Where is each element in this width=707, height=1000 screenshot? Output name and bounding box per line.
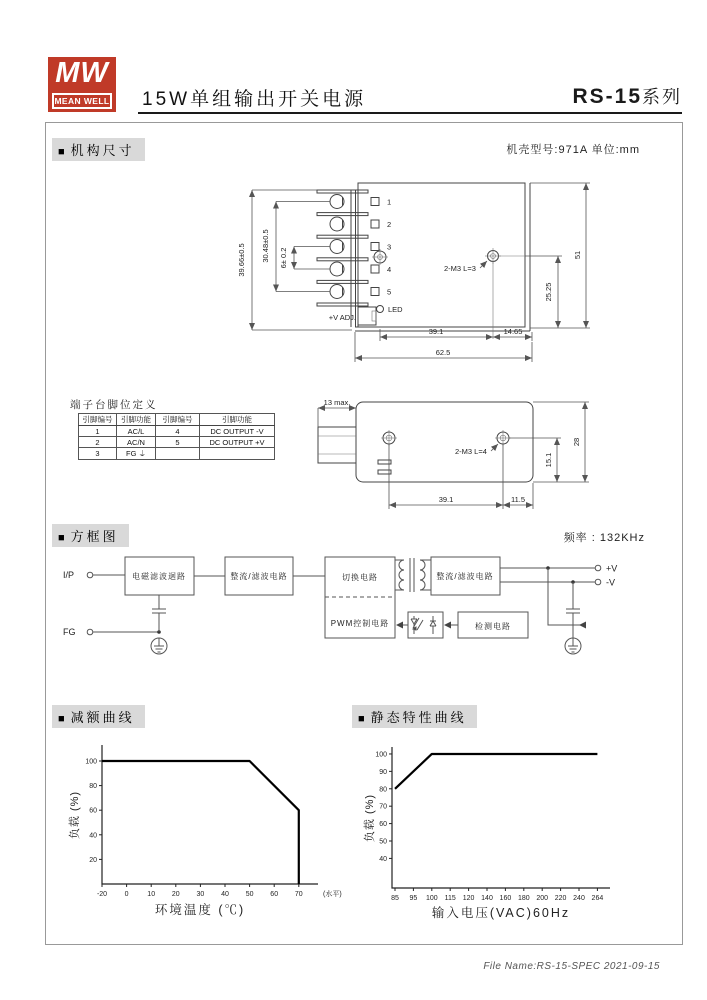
section-marker-icon: ■ <box>58 713 65 725</box>
input-rectifier-label: 整流/滤波电路 <box>230 572 288 581</box>
optocoupler-block <box>408 612 443 638</box>
pin-number-2: 2 <box>387 220 392 229</box>
screw-note-front: 2-M3 L=3 <box>444 264 476 273</box>
dim-pin-span: 30.48±0.5 <box>261 229 270 263</box>
x-tick-label: 100 <box>425 895 438 902</box>
flange-screw-icon <box>372 249 388 265</box>
pin-cell <box>156 448 200 460</box>
section-static-curve <box>352 705 477 728</box>
series-code: RS-15 <box>572 85 642 108</box>
y-tick-label: 20 <box>89 856 97 864</box>
case-model-note: 机壳型号:971A 单位:mm <box>506 144 640 156</box>
led-label: LED <box>388 305 403 314</box>
y-tick-label: 40 <box>379 855 387 863</box>
pin-number-4: 4 <box>387 265 392 274</box>
chart-line <box>395 754 597 789</box>
x-axis-suffix-label: (水平) <box>323 891 342 898</box>
input-terminal-icon <box>87 572 93 578</box>
meanwell-logo <box>48 57 116 112</box>
pin-table-title: 端子台脚位定义 <box>70 399 158 411</box>
logo-meanwell-text: MEAN WELL <box>52 93 112 109</box>
input-terminal-label: I/P <box>63 570 75 580</box>
y-axis-title: 负载 (%) <box>364 793 376 843</box>
pin-table-header: 引脚编号 <box>79 414 117 426</box>
earth-ground-icon <box>565 638 581 654</box>
pin-table-header: 引脚功能 <box>200 414 275 426</box>
dim-case-height: 51 <box>573 250 582 260</box>
section-derating-curve <box>52 705 145 728</box>
section-mechanical-label: 机构尺寸 <box>70 143 135 158</box>
x-tick-label: 160 <box>499 895 512 902</box>
dim-depth: 13 max. <box>323 398 351 407</box>
x-tick-label: 120 <box>462 895 475 902</box>
v-plus-label: +V <box>606 563 618 574</box>
dim-total-width: 62.5 <box>435 348 451 357</box>
dim-total-height: 39.66±0.5 <box>237 243 246 277</box>
arrow-icon <box>579 622 586 629</box>
x-axis-title: 环境温度 (℃) <box>154 903 246 917</box>
pin-cell: 1 <box>79 426 117 437</box>
arrow-icon <box>396 622 403 629</box>
x-tick-label: 115 <box>444 895 456 902</box>
mounting-hole-icon <box>495 430 511 446</box>
pin-cell <box>200 448 275 460</box>
dim-hole-to-edge: 14.65 <box>503 327 523 336</box>
y-tick-label: 50 <box>379 838 387 846</box>
dimension-lines <box>318 398 589 509</box>
x-tick-label: 70 <box>294 891 303 898</box>
switching-label: 切换电路 <box>342 573 378 582</box>
chart-axes <box>392 747 610 888</box>
dim-hole-offset-v: 15.1 <box>544 452 553 468</box>
pin-number-3: 3 <box>387 242 392 252</box>
arrow-icon <box>444 622 451 629</box>
series-title <box>572 83 682 109</box>
pin-cell: DC OUTPUT +V <box>200 437 275 448</box>
pin-cell: AC/N <box>117 437 156 448</box>
y-tick-label: 70 <box>379 803 387 811</box>
x-tick-label: 264 <box>591 895 604 902</box>
pin-table-header-row <box>79 414 275 426</box>
pin-cell: FG ⏚ <box>117 448 156 460</box>
output-minus-terminal-icon <box>595 579 601 585</box>
y-tick-label: 100 <box>375 751 387 759</box>
pin-number-1: 1 <box>387 197 392 207</box>
vadj-label: +V ADJ. <box>328 313 356 322</box>
chart-axes <box>102 745 318 884</box>
fg-terminal-label: FG <box>63 627 76 637</box>
pin-cell: 5 <box>156 437 200 448</box>
title-underline <box>138 112 682 114</box>
pin-number-5: 5 <box>387 287 392 297</box>
mounting-hole-icon <box>381 430 397 446</box>
x-tick-label: 20 <box>171 891 180 898</box>
transformer-icon <box>395 558 431 592</box>
x-tick-label: 200 <box>536 895 549 902</box>
chart-line <box>102 761 299 884</box>
y-tick-label: 100 <box>85 758 97 766</box>
block-diagram <box>50 548 665 663</box>
output-plus-terminal-icon <box>595 565 601 571</box>
x-tick-label: 50 <box>245 891 254 898</box>
derating-curve-chart <box>60 730 355 925</box>
table-row <box>79 426 275 437</box>
dim-hole-offset-h: 39.1 <box>438 495 454 504</box>
pin-table <box>78 413 275 460</box>
dimension-lines <box>237 183 590 362</box>
section-block-diagram <box>52 524 129 547</box>
y-tick-label: 60 <box>89 807 97 815</box>
page-title: 15W单组输出开关电源 <box>142 89 367 110</box>
y-tick-label: 60 <box>379 821 387 829</box>
x-tick-label: 30 <box>196 891 205 898</box>
table-row <box>79 437 275 448</box>
v-minus-label: -V <box>606 577 615 588</box>
section-marker-icon: ■ <box>358 713 365 725</box>
earth-ground-icon <box>151 638 167 654</box>
section-marker-icon: ■ <box>58 146 65 158</box>
x-tick-label: 240 <box>573 895 585 902</box>
x-tick-label: 95 <box>409 895 418 902</box>
emi-filter-label: 电磁滤波迴路 <box>132 572 186 581</box>
front-view-drawing <box>230 168 620 380</box>
fg-terminal-icon <box>87 629 93 635</box>
pin-cell: AC/L <box>117 426 156 437</box>
optocoupler-icon <box>411 616 436 634</box>
led-indicator-icon <box>377 306 384 313</box>
y-capacitor-icon <box>152 595 166 632</box>
file-name-footer: File Name:RS-15-SPEC 2021-09-15 <box>483 961 660 972</box>
section-derating-label: 减额曲线 <box>70 710 135 725</box>
x-tick-label: 40 <box>221 891 229 898</box>
dim-hole-offset-h: 39.1 <box>428 327 444 336</box>
table-row <box>79 448 275 460</box>
y-axis-title: 负载 (%) <box>69 790 81 840</box>
x-tick-label: -20 <box>96 891 108 898</box>
side-view-drawing <box>300 392 600 517</box>
detection-label: 检测电路 <box>475 622 511 631</box>
case-outline <box>358 183 525 327</box>
pin-table-header: 引脚编号 <box>156 414 200 426</box>
terminal-screws <box>330 195 344 299</box>
y-tick-label: 90 <box>379 768 387 776</box>
dim-hole-offset-v: 25.25 <box>544 282 553 302</box>
pin-table-header: 引脚功能 <box>117 414 156 426</box>
x-axis-title: 输入电压(VAC)60Hz <box>431 906 571 920</box>
section-static-label: 静态特性曲线 <box>370 710 467 725</box>
dim-pin-pitch: 6± 0.2 <box>279 247 288 269</box>
x-tick-label: 220 <box>554 895 567 902</box>
pwm-label: PWM控制电路 <box>330 619 390 628</box>
y-tick-label: 80 <box>89 783 97 791</box>
pin-cell: 3 <box>79 448 117 460</box>
x-tick-label: 60 <box>270 891 279 898</box>
pin-cell: DC OUTPUT -V <box>200 426 275 437</box>
x-tick-label: 85 <box>391 895 399 902</box>
pin-cell: 2 <box>79 437 117 448</box>
section-marker-icon: ■ <box>58 532 65 544</box>
section-block-label: 方框图 <box>70 529 119 544</box>
dim-hole-to-edge: 11.5 <box>510 495 526 504</box>
output-rectifier-label: 整流/滤波电路 <box>436 572 494 581</box>
mounting-hole-icon <box>485 248 501 264</box>
x-tick-label: 10 <box>147 891 156 898</box>
section-mechanical <box>52 138 145 161</box>
x-tick-label: 180 <box>517 895 530 902</box>
x-tick-label: 140 <box>481 895 493 902</box>
y-tick-label: 40 <box>89 832 97 840</box>
y-tick-label: 80 <box>379 786 387 794</box>
screw-note-side: 2-M3 L=4 <box>455 447 487 456</box>
logo-mw-text: MW <box>55 57 109 89</box>
static-characteristic-chart <box>355 730 655 925</box>
output-capacitor-icon <box>566 582 580 638</box>
terminal-connector-side <box>318 427 356 463</box>
frequency-note: 频率 : 132KHz <box>563 532 645 544</box>
pin-cell: 4 <box>156 426 200 437</box>
x-tick-label: 0 <box>124 891 129 898</box>
vadj-potentiometer <box>358 307 376 325</box>
dim-height: 28 <box>572 437 581 447</box>
series-suffix: 系列 <box>642 87 682 107</box>
